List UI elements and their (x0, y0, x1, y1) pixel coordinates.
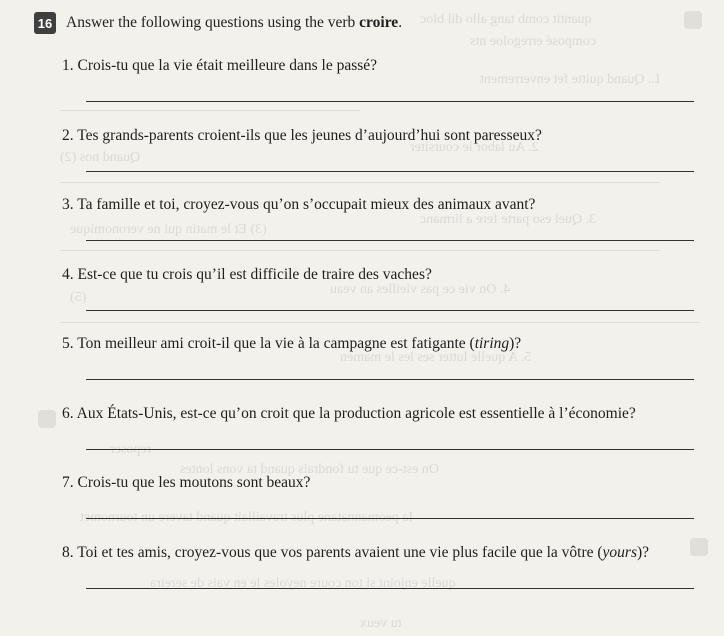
question-prompt-after: )? (637, 543, 650, 561)
answer-line[interactable] (86, 379, 694, 380)
question-prompt: Ta famille et toi, croyez-vous qu’on s’occupait mieux des animaux avant? (77, 196, 536, 213)
question-item (62, 330, 702, 400)
question-number: 3. (62, 196, 74, 213)
question-item (62, 469, 702, 539)
instruction-prefix: Answer the following questions using the verb (66, 14, 360, 31)
exercise-number-badge: 16 (34, 12, 56, 34)
answer-line[interactable] (86, 240, 694, 241)
question-number: 1. (62, 57, 74, 74)
question-item (62, 400, 702, 470)
question-text (62, 473, 310, 493)
question-prompt-italic: tiring (474, 335, 510, 352)
question-prompt: Crois-tu que la vie était meilleure dans le passé? (77, 57, 378, 74)
question-number: 8. (62, 543, 74, 561)
exercise-header (34, 12, 402, 34)
answer-line[interactable] (86, 310, 694, 311)
question-item (62, 52, 702, 122)
question-item (62, 261, 702, 331)
answer-line[interactable] (86, 101, 694, 102)
instruction-verb: croire (359, 14, 399, 31)
question-number: 4. (62, 265, 74, 283)
question-prompt-before: Toi et tes amis, croyez-vous que vos parents avaient une vie plus facile que la vôtre ( (77, 543, 603, 561)
question-item (62, 122, 702, 192)
question-text (62, 334, 521, 354)
instruction-suffix: . (398, 14, 403, 31)
question-text (62, 543, 649, 563)
question-text (62, 126, 542, 146)
question-prompt: Est-ce que tu crois qu’il est difficile de traire des vaches? (77, 265, 432, 283)
question-number: 7. (62, 474, 74, 491)
question-item (62, 539, 702, 609)
answer-line[interactable] (86, 449, 694, 450)
question-prompt-after: )? (509, 335, 522, 352)
question-number: 6. (62, 404, 74, 422)
question-prompt-before: Ton meilleur ami croit-il que la vie à la campagne est fatigante ( (77, 335, 475, 352)
question-text (62, 195, 535, 215)
question-prompt: Aux États-Unis, est-ce qu’on croit que la production agricole est essentielle à l’économie? (76, 404, 636, 422)
question-list (62, 52, 702, 608)
answer-line[interactable] (86, 171, 694, 172)
answer-line[interactable] (86, 518, 694, 519)
question-prompt: Crois-tu que les moutons sont beaux? (77, 474, 311, 491)
question-prompt-italic: yours (602, 543, 637, 561)
question-text (62, 56, 377, 76)
answer-line[interactable] (86, 588, 694, 589)
reverse-page-bleed-through: quantit comb tang allo dil bloc composé erregoloe nts L. Quand quitte fet enverrement Quand nos (2) 2. Au labor le coursiter (3) Et le matin qui ne veronomique 3. Quel eso parte fere a lirmanc (5) 4. On vie ce pas vieilles an veau 5. A quelle lutter ses les le mamen reposer On est-ce que tu fondrais quand ta vons lontes Ia peomannatane plus travaillait quand tavere un tournomet quelle enjoint si ton coure neyoles le en vais de sereira tu veux (0, 0, 724, 636)
question-item (62, 191, 702, 261)
question-number: 5. (62, 335, 74, 352)
question-text (62, 265, 432, 285)
question-text (62, 404, 636, 424)
question-number: 2. (62, 126, 74, 144)
question-prompt: Tes grands-parents croient-ils que les jeunes d’aujourd’hui sont paresseux? (77, 126, 542, 144)
exercise-instruction (66, 14, 402, 32)
